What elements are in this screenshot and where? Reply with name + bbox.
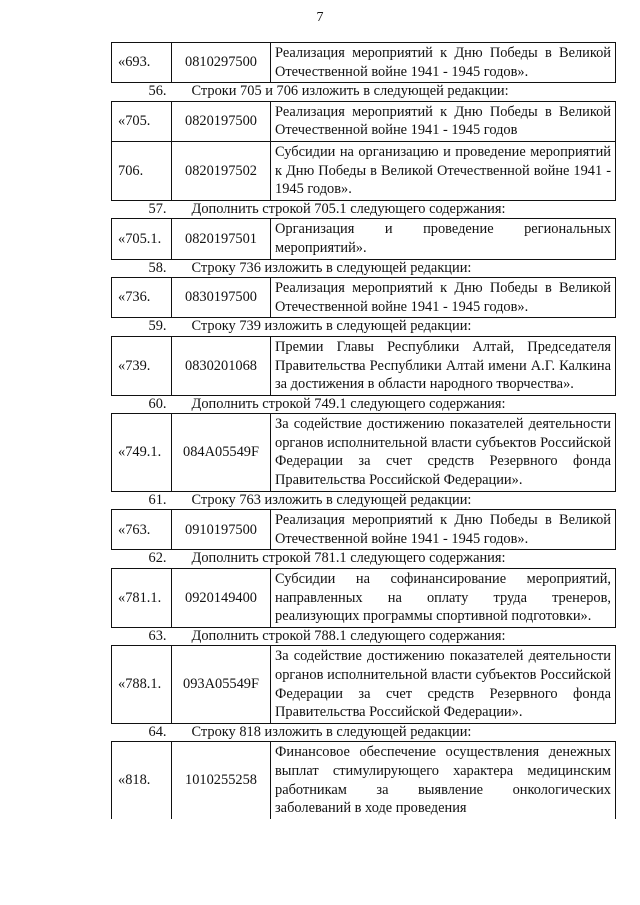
instruction-number: 62. <box>148 550 167 567</box>
line-number-cell: «749.1. <box>112 414 172 491</box>
instruction-text: Строку 736 изложить в следующей редакции: <box>191 259 472 276</box>
instruction-number: 59. <box>148 318 167 335</box>
instruction-cell <box>112 491 616 510</box>
line-number-cell: «705.1. <box>112 219 172 259</box>
line-number-cell: «739. <box>112 336 172 395</box>
line-number-cell: «781.1. <box>112 569 172 628</box>
instruction-row <box>112 83 616 102</box>
instruction-cell <box>112 259 616 278</box>
instruction-text: Строку 763 изложить в следующей редакции: <box>191 491 472 508</box>
instruction-cell <box>112 723 616 742</box>
table-row <box>112 414 616 491</box>
instruction-cell <box>112 550 616 569</box>
line-number-cell: «788.1. <box>112 646 172 723</box>
line-number-cell: 706. <box>112 141 172 200</box>
budget-lines-table <box>111 42 616 819</box>
instruction-row <box>112 723 616 742</box>
description-cell: Реализация мероприятий к Дню Победы в Великой Отечественной войне 1941 - 1945 годов». <box>271 43 616 83</box>
instruction-cell <box>112 200 616 219</box>
target-code-cell: 0830197500 <box>172 278 271 318</box>
table-row <box>112 219 616 259</box>
line-number-cell: «736. <box>112 278 172 318</box>
instruction-text: Строки 705 и 706 изложить в следующей редакции: <box>191 83 509 100</box>
instruction-text: Строку 818 изложить в следующей редакции: <box>191 723 472 740</box>
instruction-text: Дополнить строкой 749.1 следующего содержания: <box>191 395 506 412</box>
line-number-cell: «693. <box>112 43 172 83</box>
instruction-row <box>112 627 616 646</box>
description-cell: За содействие достижению показателей деятельности органов исполнительной власти субъектов Российской Федерации за счет средств Резервного фонда Правительства Российской Федерации». <box>271 646 616 723</box>
table-row <box>112 43 616 83</box>
target-code-cell: 0920149400 <box>172 569 271 628</box>
line-number-cell: «705. <box>112 101 172 141</box>
budget-lines-body <box>112 43 616 819</box>
amendments-document <box>111 42 615 819</box>
instruction-text: Дополнить строкой 781.1 следующего содержания: <box>191 550 506 567</box>
instruction-row <box>112 318 616 337</box>
target-code-cell: 093A05549F <box>172 646 271 723</box>
instruction-row <box>112 259 616 278</box>
instruction-number: 60. <box>148 395 167 412</box>
line-number-cell: «763. <box>112 510 172 550</box>
table-row <box>112 742 616 819</box>
instruction-number: 57. <box>148 200 167 217</box>
instruction-row <box>112 550 616 569</box>
instruction-number: 63. <box>148 627 167 644</box>
table-row <box>112 278 616 318</box>
target-code-cell: 1010255258 <box>172 742 271 819</box>
instruction-text: Дополнить строкой 705.1 следующего содержания: <box>191 200 506 217</box>
target-code-cell: 0820197501 <box>172 219 271 259</box>
table-row <box>112 141 616 200</box>
target-code-cell: 0810297500 <box>172 43 271 83</box>
instruction-row <box>112 395 616 414</box>
instruction-number: 64. <box>148 723 167 740</box>
target-code-cell: 0820197502 <box>172 141 271 200</box>
instruction-cell <box>112 318 616 337</box>
table-row <box>112 101 616 141</box>
table-row <box>112 336 616 395</box>
description-cell: Финансовое обеспечение осуществления денежных выплат стимулирующего характера медицинским работникам за выявление онкологических заболеваний в ходе проведения <box>271 742 616 819</box>
instruction-row <box>112 200 616 219</box>
table-row <box>112 510 616 550</box>
target-code-cell: 0830201068 <box>172 336 271 395</box>
instruction-cell <box>112 395 616 414</box>
description-cell: Реализация мероприятий к Дню Победы в Великой Отечественной войне 1941 - 1945 годов <box>271 101 616 141</box>
table-row <box>112 569 616 628</box>
instruction-number: 56. <box>148 83 167 100</box>
instruction-number: 58. <box>148 259 167 276</box>
page-number: 7 <box>316 10 324 25</box>
description-cell: Организация и проведение региональных мероприятий». <box>271 219 616 259</box>
instruction-text: Дополнить строкой 788.1 следующего содержания: <box>191 627 506 644</box>
target-code-cell: 0910197500 <box>172 510 271 550</box>
instruction-number: 61. <box>148 491 167 508</box>
line-number-cell: «818. <box>112 742 172 819</box>
description-cell: Реализация мероприятий к Дню Победы в Великой Отечественной войне 1941 - 1945 годов». <box>271 278 616 318</box>
instruction-text: Строку 739 изложить в следующей редакции: <box>191 318 472 335</box>
description-cell: Субсидии на софинансирование мероприятий, направленных на оплату труда тренеров, реализующих программы спортивной подготовки». <box>271 569 616 628</box>
instruction-cell <box>112 627 616 646</box>
instruction-cell <box>112 83 616 102</box>
target-code-cell: 084A05549F <box>172 414 271 491</box>
instruction-row <box>112 491 616 510</box>
table-row <box>112 646 616 723</box>
target-code-cell: 0820197500 <box>172 101 271 141</box>
description-cell: За содействие достижению показателей деятельности органов исполнительной власти субъектов Российской Федерации за счет средств Резервного фонда Правительства Российской Федерации». <box>271 414 616 491</box>
description-cell: Премии Главы Республики Алтай, Председателя Правительства Республики Алтай имени А.Г. Калкина за достижения в области народного творчества». <box>271 336 616 395</box>
description-cell: Реализация мероприятий к Дню Победы в Великой Отечественной войне 1941 - 1945 годов». <box>271 510 616 550</box>
description-cell: Субсидии на организацию и проведение мероприятий к Дню Победы в Великой Отечественной войне 1941 - 1945 годов». <box>271 141 616 200</box>
